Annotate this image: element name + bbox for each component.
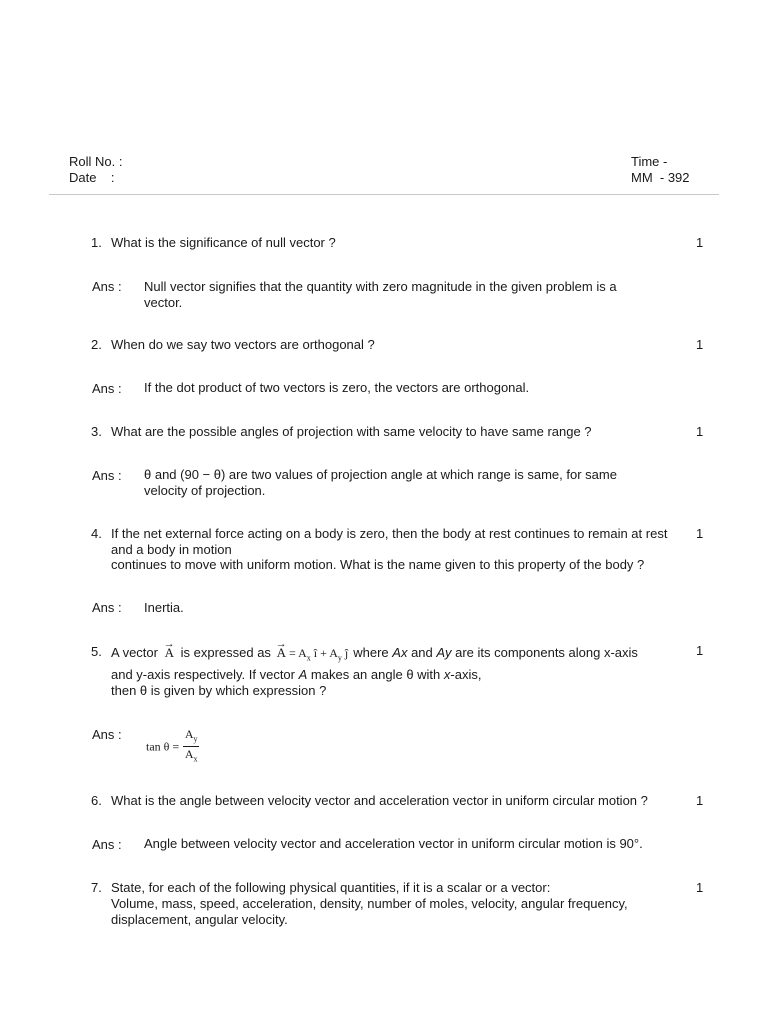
answer-text: Angle between velocity vector and acceleration vector in uniform circular motion is 90°. — [144, 836, 643, 851]
text-ay: Ay — [436, 645, 452, 660]
question-text-line1 — [111, 645, 686, 666]
answer-label: Ans : — [92, 279, 122, 294]
text-expressed-as: is expressed as — [180, 645, 271, 660]
max-marks-label: MM - 392 — [631, 170, 690, 185]
question-text: When do we say two vectors are orthogonal ? — [111, 337, 375, 352]
answer-label: Ans : — [92, 837, 122, 852]
time-label: Time - — [631, 154, 668, 169]
question-text-line3: then θ is given by which expression ? — [111, 683, 327, 698]
text-ax: Ax — [392, 645, 408, 660]
answer-label: Ans : — [92, 727, 122, 742]
question-number: 2. — [91, 337, 102, 352]
question-marks: 1 — [696, 643, 704, 658]
question-text: What is the significance of null vector ? — [111, 235, 336, 250]
question-text-line2: Volume, mass, speed, acceleration, density, number of moles, velocity, angular frequency, — [111, 896, 628, 911]
text-components: are its components along x-axis — [455, 645, 638, 660]
answer-label: Ans : — [92, 600, 122, 615]
answer-text: Null vector signifies that the quantity with zero magnitude in the given problem is a vector. — [144, 279, 617, 310]
question-number: 1. — [91, 235, 102, 250]
text-and: and — [411, 645, 433, 660]
date-label: Date : — [69, 170, 115, 185]
question-marks: 1 — [696, 337, 704, 352]
question-number: 6. — [91, 793, 102, 808]
header-divider — [49, 194, 719, 195]
question-text: What are the possible angles of projection with same velocity to have same range ? — [111, 424, 592, 439]
question-marks: 1 — [696, 526, 704, 541]
question-text-line1: If the net external force acting on a body is zero, then the body at rest continues to remain at rest and a body in motion — [111, 526, 668, 557]
question-text-line2: and y-axis respectively. If vector A makes an angle θ with x-axis, — [111, 667, 482, 682]
question-text-line1: State, for each of the following physical quantities, if it is a scalar or a vector: — [111, 880, 551, 895]
text-where: where — [353, 645, 389, 660]
answer-text: If the dot product of two vectors is zero, the vectors are orthogonal. — [144, 380, 530, 395]
question-marks: 1 — [696, 424, 704, 439]
answer-text: θ and (90 − θ) are two values of projection angle at which range is same, for same velocity of projection. — [144, 467, 617, 498]
text-a-vector: A vector — [111, 645, 158, 660]
answer-formula — [146, 727, 199, 767]
question-marks: 1 — [696, 793, 704, 808]
question-text-line3: displacement, angular velocity. — [111, 912, 288, 927]
question-number: 7. — [91, 880, 102, 895]
question-marks: 1 — [696, 880, 704, 895]
question-number: 4. — [91, 526, 102, 541]
vector-a-symbol: → A — [165, 645, 174, 661]
answer-text: Inertia. — [144, 600, 184, 615]
question-marks: 1 — [696, 235, 704, 250]
tan-theta: tan θ = — [146, 739, 180, 754]
question-text: What is the angle between velocity vector and acceleration vector in uniform circular motion ? — [111, 793, 648, 808]
question-number: 3. — [91, 424, 102, 439]
answer-label: Ans : — [92, 381, 122, 396]
vector-expression: → $A = A_x$ î + $A_y$ ĵ — [277, 646, 352, 660]
answer-label: Ans : — [92, 468, 122, 483]
roll-no-label: Roll No. : — [69, 154, 123, 169]
formula-fraction: $\frac{A_y}{A_x}$ — [184, 727, 198, 764]
question-text-line2: continues to move with uniform motion. What is the name given to this property of the body ? — [111, 557, 645, 572]
question-number: 5. — [91, 644, 102, 659]
